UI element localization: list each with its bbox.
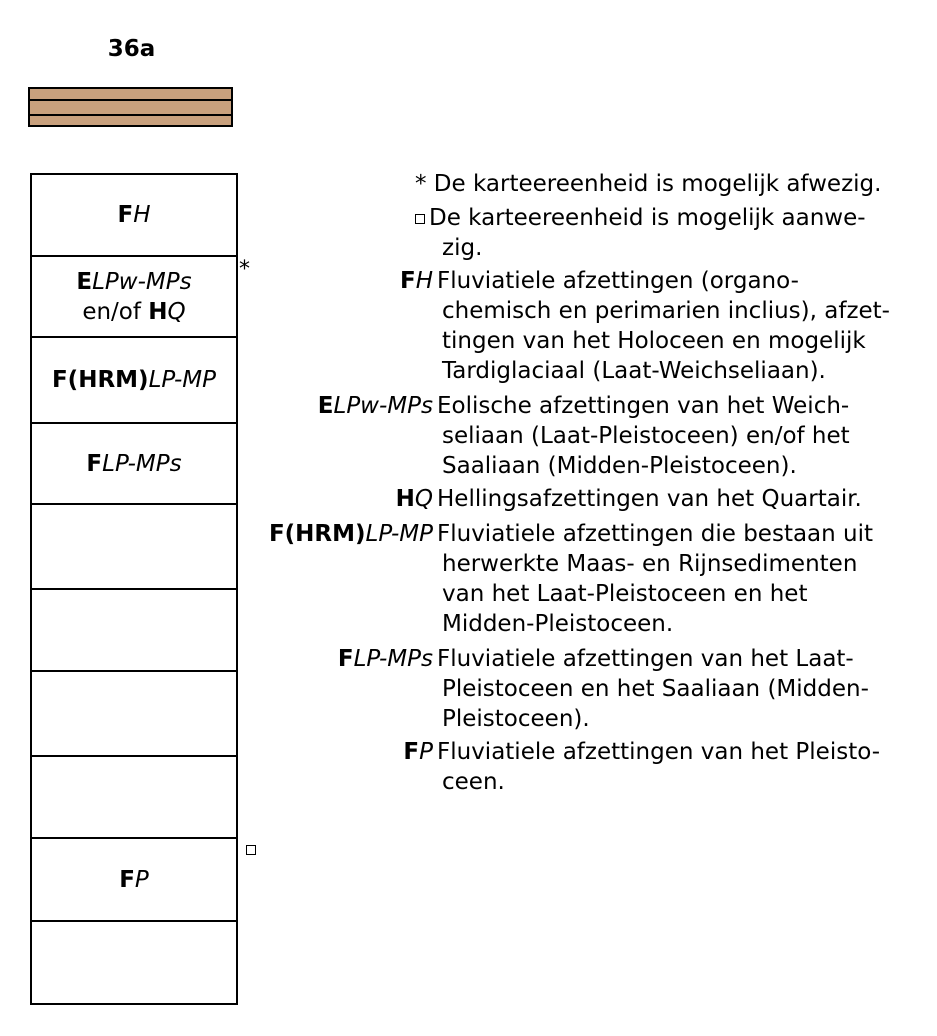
legend-text: chemisch en perimarien inclius), afzet- [442, 298, 890, 324]
swatch-band-line [30, 114, 231, 116]
legend-entry [269, 519, 433, 549]
legend-entry [318, 391, 433, 421]
legend-text: Fluviatiele afzettingen van het Pleisto- [437, 739, 881, 765]
legend-text: Midden-Pleistoceen. [442, 611, 674, 637]
legend-entry-present: De karteereenheid is mogelijk aanwe- [415, 203, 866, 233]
legend-symbol: F(HRM)LP-MP [268, 521, 433, 547]
legend-symbol: FLP-MPs [337, 646, 433, 672]
cell-code: ELPw-MPs en/of HQ [76, 268, 192, 325]
legend-entry [400, 266, 433, 296]
legend-text: Eolische afzettingen van het Weich- [437, 393, 850, 419]
present-possible-marker [246, 845, 256, 855]
legend-text: Fluviatiele afzettingen (organo- [437, 268, 799, 294]
swatch-band-line [30, 99, 231, 101]
legend-text: herwerkte Maas- en Rijnsedimenten [442, 551, 858, 577]
column-cell [30, 173, 238, 257]
legend-entry [396, 484, 433, 514]
legend-entry-absent: * De karteereenheid is mogelijk afwezig. [415, 171, 882, 197]
legend-symbol: FP [403, 739, 433, 765]
stratigraphic-column [30, 173, 238, 1005]
column-cell [30, 336, 238, 424]
legend-text: Fluviatiele afzettingen die bestaan uit [437, 521, 874, 547]
legend-text: zig. [442, 235, 483, 261]
legend-symbol: ELPw-MPs [317, 393, 433, 419]
column-title: 36a [107, 36, 156, 62]
legend-text: tingen van het Holoceen en mogelijk [442, 328, 866, 354]
cell-code: FLP-MPs [86, 450, 182, 477]
column-cell [30, 837, 238, 922]
legend-text: Hellingsafzettingen van het Quartair. [437, 486, 862, 512]
column-cell [30, 755, 238, 839]
legend-entry [338, 644, 433, 674]
cell-code: F(HRM)LP-MP [51, 367, 217, 393]
sediment-swatch [28, 87, 233, 127]
absent-possible-marker: * [239, 257, 250, 282]
column-cell [30, 920, 238, 1005]
legend-text: Saaliaan (Midden-Pleistoceen). [442, 453, 797, 479]
legend-symbol: FH [399, 268, 433, 294]
cell-code: FH [117, 202, 151, 228]
legend-text: seliaan (Laat-Pleistoceen) en/of het [442, 423, 850, 449]
legend-entry [403, 737, 433, 767]
column-cell [30, 503, 238, 590]
legend-text: Fluviatiele afzettingen van het Laat- [437, 646, 854, 672]
column-cell [30, 670, 238, 757]
legend-text: ceen. [442, 769, 505, 795]
legend-text: van het Laat-Pleistoceen en het [442, 581, 808, 607]
column-cell [30, 588, 238, 672]
column-cell [30, 422, 238, 505]
square-symbol-icon [415, 214, 425, 224]
column-cell [30, 255, 238, 338]
legend-text: Pleistoceen). [442, 706, 590, 732]
legend-text: Tardiglaciaal (Laat-Weichseliaan). [442, 358, 826, 384]
legend-text: Pleistoceen en het Saaliaan (Midden- [442, 676, 869, 702]
cell-code: FP [119, 866, 149, 893]
legend-symbol: HQ [395, 486, 433, 512]
